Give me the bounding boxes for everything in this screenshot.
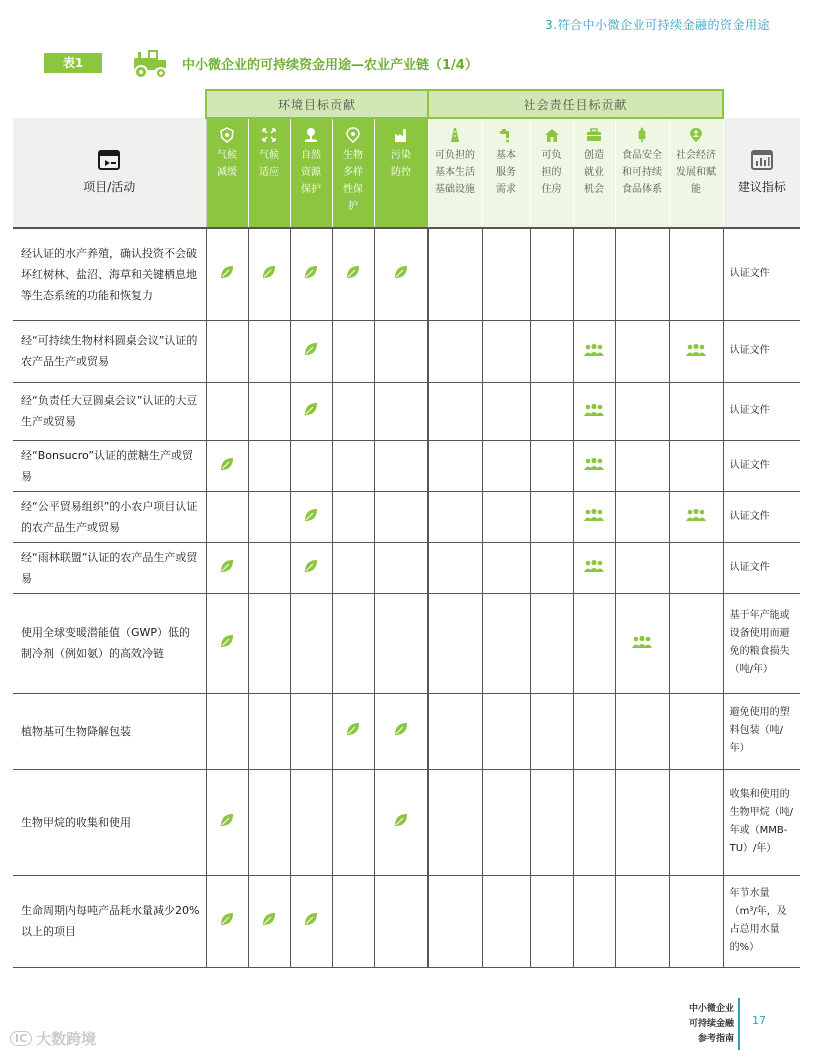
header-indicator-label: 建议指标 <box>737 180 786 194</box>
env-cell <box>332 320 374 382</box>
social-cell <box>573 228 615 320</box>
header-social-5-label: 社会经济 发展和赋 能 <box>676 150 717 195</box>
row-project: 经“可持续生物材料圆桌会议”认证的农产品生产或贸易 <box>13 320 206 382</box>
header-env-3 <box>332 118 374 228</box>
social-cell <box>530 228 573 320</box>
social-cell <box>615 875 669 967</box>
row-indicator: 年节水量（m³/年，及占总用水量的%） <box>723 875 800 967</box>
social-cell <box>615 440 669 491</box>
row-indicator: 基于年产能或设备使用而避免的粮食损失（吨/年） <box>723 593 800 693</box>
env-cell <box>374 382 428 440</box>
table-title-row <box>44 46 478 80</box>
social-cell <box>615 228 669 320</box>
header-social-3 <box>573 118 615 228</box>
env-cell <box>374 693 428 769</box>
social-cell <box>482 320 530 382</box>
row-project: 使用全球变暖潜能值（GWP）低的制冷剂（例如氨）的高效冷链 <box>13 593 206 693</box>
env-cell <box>374 228 428 320</box>
social-cell <box>615 542 669 593</box>
social-cell <box>428 440 482 491</box>
env-cell <box>332 875 374 967</box>
social-cell <box>573 320 615 382</box>
row-project: 生命周期内每吨产品耗水量减少20%以上的项目 <box>13 875 206 967</box>
thermometer-shield-icon <box>220 127 234 143</box>
leaf-icon <box>303 264 319 280</box>
header-project-label: 项目/活动 <box>83 180 136 194</box>
watermark-logo: IC <box>10 1031 32 1046</box>
social-cell <box>573 693 615 769</box>
env-cell <box>374 491 428 542</box>
people-icon <box>685 343 707 357</box>
leaf-icon <box>345 721 361 737</box>
leaf-icon <box>393 812 409 828</box>
env-cell <box>332 593 374 693</box>
social-cell <box>615 382 669 440</box>
env-cell <box>206 542 248 593</box>
social-cell <box>428 693 482 769</box>
row-indicator: 认证文件 <box>723 320 800 382</box>
env-cell <box>206 320 248 382</box>
social-cell <box>482 693 530 769</box>
person-pin-icon <box>688 127 704 143</box>
env-cell <box>206 382 248 440</box>
water-tap-icon <box>498 127 514 143</box>
header-social-0-label: 可负担的 基本生活 基础设施 <box>435 150 476 195</box>
env-cell <box>374 542 428 593</box>
leaf-icon <box>393 264 409 280</box>
social-cell <box>669 382 723 440</box>
social-cell <box>482 593 530 693</box>
social-cell <box>530 382 573 440</box>
env-cell <box>248 440 290 491</box>
social-cell <box>428 769 482 875</box>
env-cell <box>248 491 290 542</box>
social-cell <box>669 320 723 382</box>
tree-hand-icon <box>303 127 319 143</box>
env-cell <box>290 228 332 320</box>
env-cell <box>206 693 248 769</box>
env-cell <box>332 440 374 491</box>
social-cell <box>669 440 723 491</box>
leaf-icon <box>345 264 361 280</box>
social-cell <box>615 693 669 769</box>
header-project <box>13 118 206 228</box>
social-cell <box>530 440 573 491</box>
social-cell <box>482 542 530 593</box>
header-env-2 <box>290 118 332 228</box>
watermark-text: 大数跨境 <box>36 1030 97 1048</box>
wheat-icon <box>634 127 650 143</box>
env-cell <box>248 320 290 382</box>
people-icon <box>583 403 605 417</box>
env-cell <box>206 491 248 542</box>
leaf-icon <box>219 633 235 649</box>
env-cell <box>248 228 290 320</box>
people-icon <box>583 508 605 522</box>
social-cell <box>530 693 573 769</box>
table-row <box>13 491 800 542</box>
social-cell <box>669 542 723 593</box>
header-social-3-label: 创造 就业 机会 <box>584 150 605 195</box>
table-row <box>13 769 800 875</box>
header-social-2 <box>530 118 573 228</box>
table-row <box>13 542 800 593</box>
header-social-4 <box>615 118 669 228</box>
row-indicator: 认证文件 <box>723 228 800 320</box>
row-project: 经“公平贸易组织”的小农户项目认证的农产品生产或贸易 <box>13 491 206 542</box>
header-env-4-label: 污染 防控 <box>391 150 411 178</box>
env-cell <box>290 875 332 967</box>
row-project: 生物甲烷的收集和使用 <box>13 769 206 875</box>
env-cell <box>332 491 374 542</box>
table-row <box>13 382 800 440</box>
social-cell <box>573 440 615 491</box>
social-cell <box>428 491 482 542</box>
env-cell <box>206 875 248 967</box>
social-cell <box>669 875 723 967</box>
leaf-icon <box>303 401 319 417</box>
env-cell <box>374 769 428 875</box>
social-cell <box>573 542 615 593</box>
social-cell <box>428 228 482 320</box>
header-env-1 <box>248 118 290 228</box>
people-icon <box>583 343 605 357</box>
env-cell <box>290 693 332 769</box>
leaf-icon <box>219 911 235 927</box>
social-cell <box>482 228 530 320</box>
social-cell <box>669 769 723 875</box>
social-cell <box>530 491 573 542</box>
browser-window-icon <box>98 150 120 170</box>
table-row <box>13 440 800 491</box>
env-cell <box>290 440 332 491</box>
road-infrastructure-icon <box>447 127 463 143</box>
env-cell <box>290 320 332 382</box>
env-cell <box>248 593 290 693</box>
leaf-icon <box>219 812 235 828</box>
social-cell <box>669 228 723 320</box>
social-cell <box>530 593 573 693</box>
table-row <box>13 693 800 769</box>
env-cell <box>290 542 332 593</box>
table-row <box>13 228 800 320</box>
header-social-1 <box>482 118 530 228</box>
leaf-icon <box>219 264 235 280</box>
env-cell <box>206 228 248 320</box>
header-env-3-label: 生物 多样 性保 护 <box>343 150 363 212</box>
row-project: 植物基可生物降解包装 <box>13 693 206 769</box>
watermark <box>10 1028 96 1049</box>
footer-guide-line: 中小微企业 <box>688 1004 734 1014</box>
factory-icon <box>393 127 409 143</box>
row-indicator: 避免使用的塑料包装（吨/年） <box>723 693 800 769</box>
people-icon <box>583 559 605 573</box>
tractor-icon <box>130 46 170 80</box>
social-cell <box>482 440 530 491</box>
row-project: 经“负责任大豆圆桌会议”认证的大豆生产或贸易 <box>13 382 206 440</box>
leaf-icon <box>261 911 277 927</box>
social-cell <box>530 769 573 875</box>
house-icon <box>544 127 560 143</box>
social-cell <box>615 491 669 542</box>
footer-guide <box>668 1002 734 1047</box>
people-icon <box>583 457 605 471</box>
social-cell <box>482 491 530 542</box>
env-cell <box>248 382 290 440</box>
running-head: 3.符合中小微企业可持续金融的资金用途 <box>545 18 770 32</box>
footer-guide-line: 可持续金融 <box>688 1019 734 1029</box>
header-social-1-label: 基本 服务 需求 <box>496 150 517 195</box>
env-cell <box>248 693 290 769</box>
env-cell <box>332 542 374 593</box>
leaf-icon <box>393 721 409 737</box>
leaf-icon <box>261 264 277 280</box>
social-cell <box>428 320 482 382</box>
leaf-icon <box>303 558 319 574</box>
social-cell <box>573 875 615 967</box>
env-cell <box>290 382 332 440</box>
header-blank-left <box>13 90 206 118</box>
table-body <box>13 228 800 967</box>
header-social-5 <box>669 118 723 228</box>
social-cell <box>615 593 669 693</box>
table-title: 中小微企业的可持续资金用途—农业产业链（1/4） <box>182 57 478 73</box>
leaf-icon <box>303 911 319 927</box>
header-env-1-label: 气候 适应 <box>259 150 279 178</box>
env-cell <box>290 593 332 693</box>
expand-arrows-icon <box>261 127 277 143</box>
leaf-icon <box>219 558 235 574</box>
env-cell <box>206 593 248 693</box>
header-blank-right <box>723 90 800 118</box>
social-cell <box>669 593 723 693</box>
page-number: 17 <box>752 1014 766 1027</box>
social-cell <box>615 769 669 875</box>
social-cell <box>669 693 723 769</box>
social-cell <box>573 382 615 440</box>
row-indicator: 认证文件 <box>723 382 800 440</box>
row-project: 经“雨林联盟”认证的农产品生产或贸易 <box>13 542 206 593</box>
env-cell <box>248 769 290 875</box>
people-icon <box>631 635 653 649</box>
social-cell <box>669 491 723 542</box>
table-badge: 表1 <box>44 53 102 73</box>
social-cell <box>530 542 573 593</box>
social-cell <box>530 875 573 967</box>
row-indicator: 认证文件 <box>723 440 800 491</box>
social-cell <box>482 769 530 875</box>
social-cell <box>428 382 482 440</box>
env-cell <box>206 440 248 491</box>
table-row <box>13 593 800 693</box>
bar-chart-icon <box>751 150 773 170</box>
env-cell <box>290 491 332 542</box>
location-pin-icon <box>346 127 360 143</box>
funding-use-table <box>13 89 800 968</box>
briefcase-icon <box>586 127 602 143</box>
env-cell <box>374 440 428 491</box>
footer-divider <box>738 998 740 1050</box>
social-cell <box>573 491 615 542</box>
env-cell <box>248 542 290 593</box>
group-environment: 环境目标贡献 <box>206 90 428 118</box>
table-row <box>13 320 800 382</box>
social-cell <box>482 382 530 440</box>
social-cell <box>428 875 482 967</box>
people-icon <box>685 508 707 522</box>
env-cell <box>290 769 332 875</box>
table-row <box>13 875 800 967</box>
header-env-0 <box>206 118 248 228</box>
social-cell <box>428 542 482 593</box>
social-cell <box>428 593 482 693</box>
leaf-icon <box>303 341 319 357</box>
footer-guide-line: 参考指南 <box>697 1034 734 1044</box>
header-env-4 <box>374 118 428 228</box>
env-cell <box>332 769 374 875</box>
env-cell <box>206 769 248 875</box>
env-cell <box>332 228 374 320</box>
social-cell <box>573 593 615 693</box>
header-social-4-label: 食品安全 和可持续 食品体系 <box>622 150 663 195</box>
leaf-icon <box>303 507 319 523</box>
env-cell <box>332 693 374 769</box>
header-env-0-label: 气候 减缓 <box>217 150 237 178</box>
row-indicator: 收集和使用的生物甲烷（吨/年或（MMB-TU）/年） <box>723 769 800 875</box>
social-cell <box>615 320 669 382</box>
row-project: 经认证的水产养殖，确认投资不会破坏红树林、盐沼、海草和关键栖息地等生态系统的功能和恢复力 <box>13 228 206 320</box>
social-cell <box>573 769 615 875</box>
env-cell <box>374 320 428 382</box>
header-social-0 <box>428 118 482 228</box>
env-cell <box>248 875 290 967</box>
social-cell <box>530 320 573 382</box>
header-social-2-label: 可负 担的 住房 <box>541 150 562 195</box>
group-social: 社会责任目标贡献 <box>428 90 723 118</box>
header-env-2-label: 自然 资源 保护 <box>301 150 321 195</box>
leaf-icon <box>219 456 235 472</box>
social-cell <box>482 875 530 967</box>
env-cell <box>374 875 428 967</box>
row-project: 经“Bonsucro”认证的蔗糖生产或贸易 <box>13 440 206 491</box>
header-indicator <box>723 118 800 228</box>
env-cell <box>332 382 374 440</box>
row-indicator: 认证文件 <box>723 491 800 542</box>
env-cell <box>374 593 428 693</box>
row-indicator: 认证文件 <box>723 542 800 593</box>
